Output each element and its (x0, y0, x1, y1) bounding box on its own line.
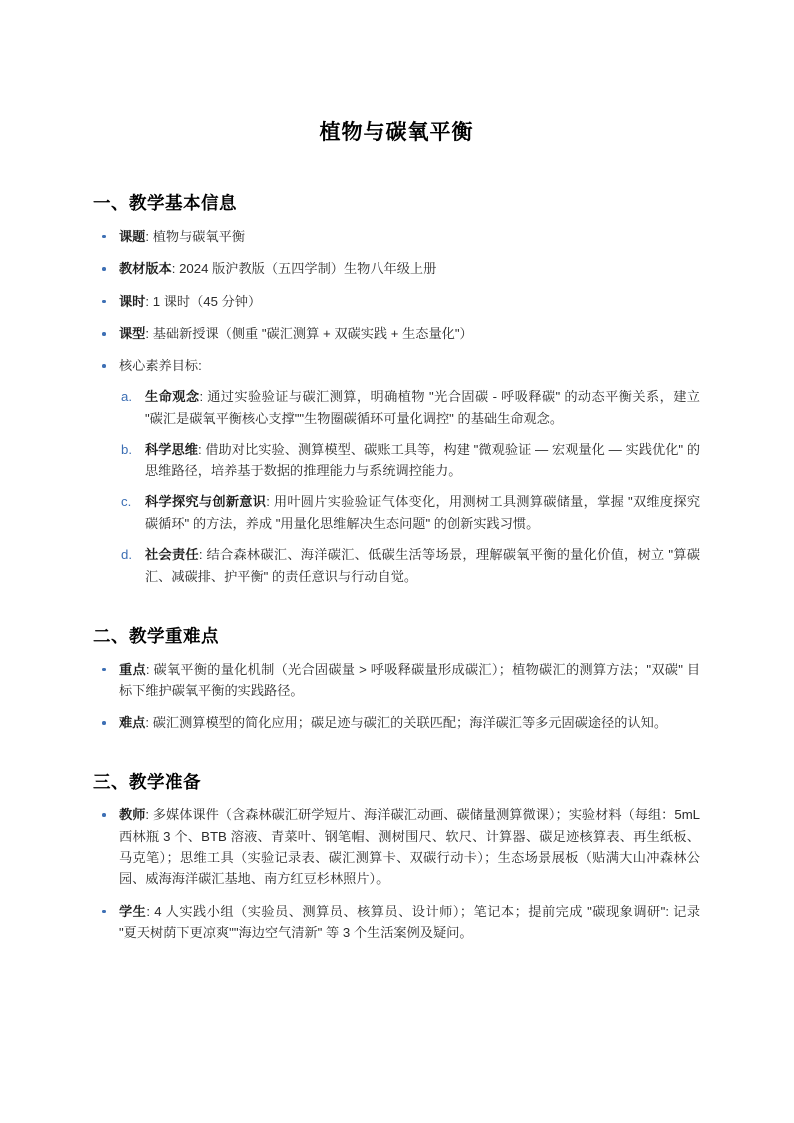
core-literacy-goals-list (119, 386, 700, 588)
item-text: 碳氧平衡的量化机制（光合固碳量 > 呼吸释碳量形成碳汇）；植物碳汇的测算方法；"双碳" 目标下维护碳氧平衡的实践路径。 (119, 661, 701, 698)
item-label: 科学思维 (145, 441, 198, 457)
item-separator: : (197, 441, 206, 457)
item-separator: : (146, 903, 155, 919)
section-heading-3: 三、教学准备 (93, 771, 201, 792)
item-label: 科学探究与创新意识 (145, 494, 267, 510)
item-label: 课时 (119, 293, 146, 309)
item-text: 植物与碳氧平衡 (152, 228, 246, 244)
list-item (93, 258, 700, 279)
item-label: 社会责任 (145, 547, 199, 563)
section-teaching-key-difficult-points (93, 624, 700, 734)
item-label: 课型 (119, 326, 146, 342)
item-separator: : (145, 326, 153, 342)
item-separator: : (145, 715, 153, 731)
item-label: 核心素养目标 (119, 358, 199, 374)
preparation-list (93, 804, 700, 943)
item-text: 用叶圆片实验验证气体变化，用测树工具测算碳储量，掌握 "双维度探究碳循环" 的方法，养成 "用量化思维解决生态问题" 的创新实践习惯。 (145, 494, 701, 532)
item-separator: : (145, 807, 153, 823)
item-label: 难点 (119, 715, 146, 731)
list-item (93, 323, 700, 344)
item-separator: : (145, 228, 153, 244)
item-separator: : (198, 547, 207, 563)
item-text: 通过实验验证与碳汇测算，明确植物 "光合固碳 - 呼吸释碳" 的动态平衡关系，建立 "碳汇是碳氧平衡核心支撑""生物圈碳循环可量化调控" 的基础生命观念。 (145, 388, 700, 426)
item-separator: : (145, 661, 154, 677)
lettered-list-item (119, 439, 700, 483)
item-text: 2024 版沪教版（五四学制）生物八年级上册 (179, 261, 437, 277)
list-item (93, 712, 700, 733)
list-item (93, 804, 700, 890)
item-separator: : (198, 358, 202, 374)
item-text: 结合森林碳汇、海洋碳汇、低碳生活等场景，理解碳氧平衡的量化价值，树立 "算碳汇、减碳排、护平衡" 的责任意识与行动自觉。 (145, 547, 701, 585)
item-label: 教师 (119, 807, 146, 823)
key-difficult-points-list (93, 659, 700, 734)
section-heading-1: 一、教学基本信息 (93, 193, 237, 214)
item-text: 碳汇测算模型的简化应用；碳足迹与碳汇的关联匹配；海洋碳汇等多元固碳途径的认知。 (152, 715, 668, 731)
item-label: 课题 (119, 228, 146, 244)
item-text: 多媒体课件（含森林碳汇研学短片、海洋碳汇动画、碳储量测算微课）；实验材料（每组：5mL 西林瓶 3 个、BTB 溶液、青菜叶、钢笔帽、测树围尺、软尺、计算器、碳足迹核算表、再生纸板、马克笔）；思维工具（实验记录表、碳汇测算卡、双碳行动卡）；生态场景展板（贴满大山冲森林公园、威海海洋碳汇基地、南方红豆杉林照片）。 (119, 807, 701, 887)
list-item (93, 901, 700, 944)
item-text: 基础新授课（侧重 "碳汇测算 + 双碳实践 + 生态量化"） (152, 326, 473, 342)
item-text: 借助对比实验、测算模型、碳账工具等，构建 "微观验证 — 宏观量化 — 实践优化" 的思维路径，培养基于数据的推理能力与系统调控能力。 (145, 441, 701, 479)
basic-info-list (93, 226, 700, 377)
item-separator: : (145, 293, 153, 309)
item-text: 4 人实践小组（实验员、测算员、核算员、设计师）；笔记本；提前完成 "碳现象调研": 记录 "夏天树荫下更凉爽""海边空气清新" 等 3 个生活案例及疑问。 (119, 903, 701, 941)
lettered-list-item (119, 491, 700, 535)
item-label: 生命观念 (145, 388, 200, 404)
item-label: 学生 (119, 903, 147, 919)
lettered-list-item (119, 386, 700, 430)
list-item (93, 226, 700, 247)
item-separator: : (266, 494, 274, 510)
section-teaching-preparation (93, 770, 700, 944)
lettered-list-item (119, 544, 700, 588)
list-item (93, 291, 700, 312)
page-title: 植物与碳氧平衡 (319, 121, 474, 144)
list-item-core-literacy-goals (93, 355, 700, 376)
item-label: 重点 (119, 661, 146, 677)
item-separator: : (199, 388, 208, 404)
core-literacy-sublist-wrap (119, 386, 700, 588)
section-teaching-basic-info (93, 191, 700, 588)
list-item (93, 659, 700, 702)
item-text: 1 课时（45 分钟） (152, 293, 262, 309)
item-separator: : (171, 261, 180, 277)
section-heading-2: 二、教学重难点 (93, 626, 219, 647)
item-label: 教材版本 (119, 261, 172, 277)
